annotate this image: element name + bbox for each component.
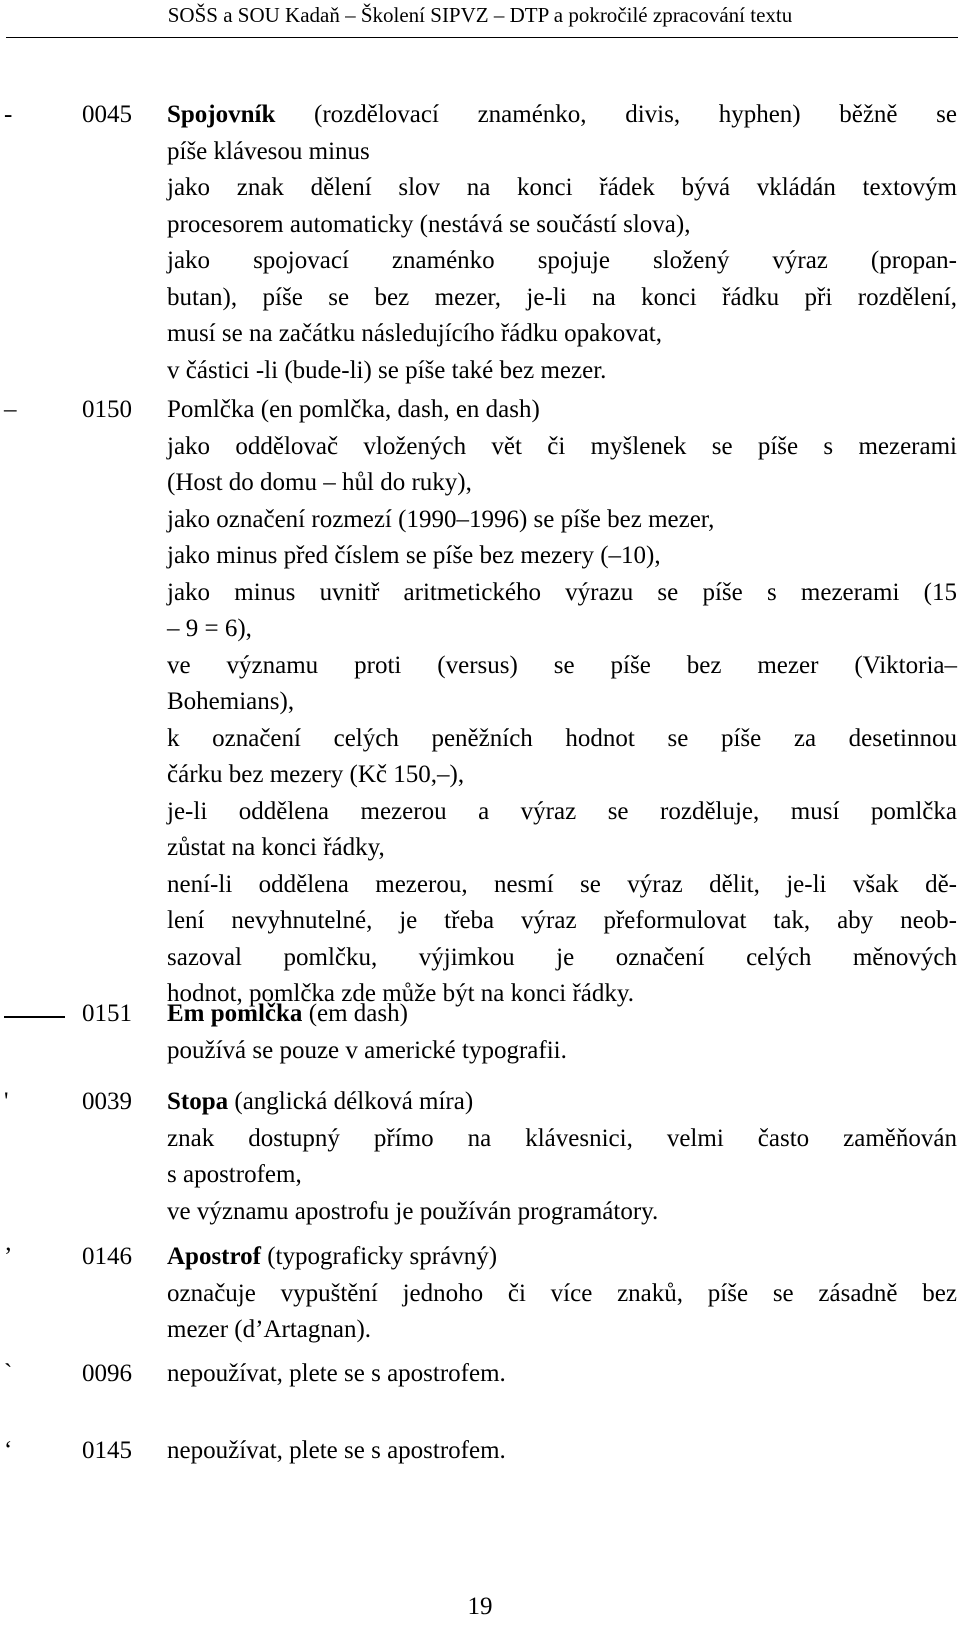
character-glyph: ` — [4, 1360, 13, 1387]
entry-line: mezer (d’Artagnan). — [167, 1316, 372, 1343]
page-number: 19 — [467, 1593, 493, 1620]
entry-first-rest: (typograficky správný) — [260, 1243, 498, 1270]
entry-line: ve významu apostrofu je používán programátory. — [167, 1197, 659, 1225]
entry-line: lení nevyhnutelné, je třeba výraz přeformulovat tak, aby neob- — [167, 907, 957, 934]
entry-first-line: nepoužívat, plete se s apostrofem. — [167, 1437, 506, 1464]
entry-term: Spojovník — [167, 101, 276, 128]
character-glyph: – — [4, 396, 17, 423]
entry-first-line — [167, 1084, 957, 1121]
entry-line: zůstat na konci řádky, — [167, 834, 385, 861]
page-header: SOŠS a SOU Kadaň – Školení SIPVZ – DTP a pokročilé zpracování textu — [167, 3, 793, 27]
character-glyph: - — [4, 101, 13, 128]
character-code: 0039 — [82, 1088, 132, 1115]
entry-line: Bohemians), — [167, 688, 295, 715]
entry-description — [167, 996, 957, 1069]
character-code: 0150 — [82, 396, 132, 423]
entry-line: znak dostupný přímo na klávesnici, velmi často zaměňován — [167, 1124, 957, 1152]
character-code: 0096 — [82, 1360, 132, 1387]
entry-line: s apostrofem, — [167, 1161, 302, 1188]
entry-line: jako spojovací znaménko spojuje složený výraz (propan- — [167, 247, 957, 274]
entry-line: čárku bez mezery (Kč 150,–), — [167, 761, 465, 788]
entry-line: píše klávesou minus — [167, 137, 370, 165]
entry-description — [167, 392, 957, 1013]
character-code: 0145 — [82, 1437, 132, 1464]
entry-description — [167, 1433, 957, 1470]
entry-description — [167, 1084, 957, 1230]
entry-term: Stopa — [167, 1088, 229, 1115]
entry-line: hodnot, pomlčka zde může být na konci řádky. — [167, 980, 634, 1007]
character-code: 0151 — [82, 1000, 132, 1027]
entry-description — [167, 1356, 957, 1393]
entry-line: v částici -li (bude-li) se píše také bez mezer. — [167, 356, 607, 384]
entry-line: je-li oddělena mezerou a výraz se rozděluje, musí pomlčka — [167, 797, 957, 825]
character-code: 0146 — [82, 1243, 132, 1270]
entry-line: používá se pouze v americké typografii. — [167, 1036, 567, 1064]
entry-description — [167, 1239, 957, 1349]
entry-line: (Host do domu – hůl do ruky), — [167, 469, 472, 496]
entry-line: ve významu proti (versus) se píše bez mezer (Viktoria– — [167, 651, 957, 679]
entry-line: – 9 = 6), — [167, 615, 252, 642]
entry-description — [167, 97, 957, 389]
entry-first-rest: (anglická délková míra) — [228, 1088, 474, 1115]
entry-line: jako znak dělení slov na konci řádek bývá vkládán textovým — [167, 174, 957, 201]
entry-first-rest: (rozdělovací znaménko, divis, hyphen) běžně se — [275, 101, 957, 128]
entry-line: jako minus uvnitř aritmetického výrazu se píše s mezerami (15 — [167, 578, 957, 606]
entry-first-rest: (em dash) — [302, 1000, 408, 1027]
entry-first-line — [167, 1239, 957, 1276]
character-code: 0045 — [82, 101, 132, 128]
entry-line: sazoval pomlčku, výjimkou je označení celých měnových — [167, 943, 957, 971]
entry-line: k označení celých peněžních hodnot se píše za desetinnou — [167, 724, 957, 752]
entry-first-line: nepoužívat, plete se s apostrofem. — [167, 1360, 506, 1387]
header-divider — [6, 37, 958, 38]
entry-first-line — [167, 996, 957, 1033]
entry-term: Apostrof — [167, 1243, 261, 1270]
entry-line: butan), píše se bez mezer, je-li na konci řádku při rozdělení, — [167, 283, 957, 311]
entry-line: musí se na začátku následujícího řádku opakovat, — [167, 320, 662, 347]
entry-line: označuje vypuštění jednoho či více znaků, píše se zásadně bez — [167, 1279, 957, 1307]
entry-first-line: Pomlčka (en pomlčka, dash, en dash) — [167, 396, 540, 423]
entry-line: jako označení rozmezí (1990–1996) se píše bez mezer, — [167, 505, 715, 533]
entry-line: jako minus před číslem se píše bez mezery (–10), — [167, 542, 661, 569]
entry-line: procesorem automaticky (nestává se součástí slova), — [167, 210, 691, 238]
character-glyph: ’ — [4, 1243, 13, 1270]
entry-line: jako oddělovač vložených vět či myšlenek se píše s mezerami — [167, 432, 957, 460]
entry-first-line — [167, 97, 957, 134]
entry-line: není-li oddělena mezerou, nesmí se výraz dělit, je-li však dě- — [167, 870, 957, 898]
entry-term: Em pomlčka — [167, 1000, 303, 1027]
character-glyph: ' — [4, 1088, 9, 1115]
character-glyph: ‘ — [4, 1437, 13, 1464]
